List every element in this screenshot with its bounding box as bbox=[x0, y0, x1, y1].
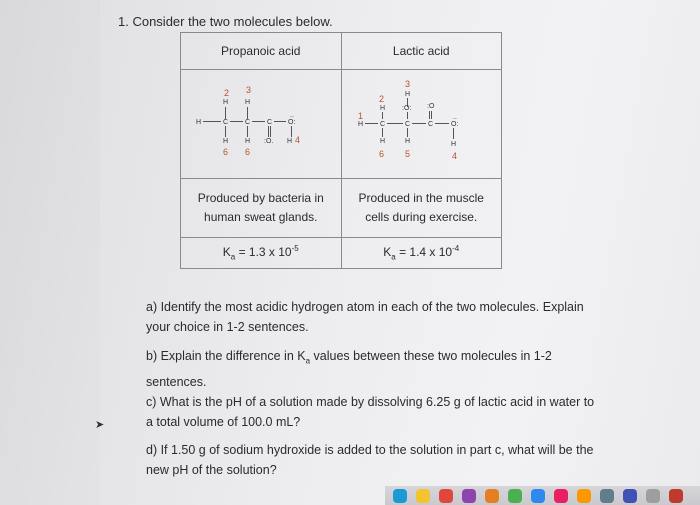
svg-text:6: 6 bbox=[222, 147, 228, 157]
svg-text:C: C bbox=[380, 121, 386, 128]
dock-app-icon[interactable] bbox=[646, 489, 660, 503]
propanoic-acid-description bbox=[181, 179, 342, 238]
question-title: 1. Consider the two molecules below. bbox=[118, 14, 333, 29]
svg-text:6: 6 bbox=[244, 147, 250, 157]
ka-subscript: a bbox=[391, 252, 396, 262]
mouse-cursor-icon: ➤ bbox=[95, 419, 105, 431]
header-lactic-acid: Lactic acid bbox=[341, 33, 502, 70]
svg-text:2: 2 bbox=[379, 94, 385, 104]
question-b-start: b) Explain the difference in K bbox=[146, 349, 306, 363]
ka-symbol: K bbox=[383, 245, 392, 260]
question-a: a) Identify the most acidic hydrogen atom in each of the two molecules. Explain your choice in 1-2 sentences. bbox=[146, 300, 584, 334]
dock-app-icon[interactable] bbox=[554, 489, 568, 503]
question-d: d) If 1.50 g of sodium hydroxide is added to the solution in part c, what will be the new pH of the solution? bbox=[146, 443, 594, 477]
header-propanoic-acid: Propanoic acid bbox=[181, 33, 342, 70]
lactic-description-line-1: Produced in the muscle bbox=[358, 191, 484, 205]
svg-text::O:: :O: bbox=[402, 105, 412, 112]
svg-text:C: C bbox=[266, 119, 272, 126]
svg-text:C: C bbox=[405, 121, 411, 128]
question-b bbox=[146, 346, 596, 392]
ka-subscript: a bbox=[230, 252, 236, 262]
propanoic-acid-structure bbox=[181, 70, 342, 179]
svg-text:H: H bbox=[244, 138, 250, 145]
svg-text::O.: :O. bbox=[263, 138, 274, 145]
svg-text:..: .. bbox=[289, 112, 294, 119]
svg-text:C: C bbox=[222, 119, 228, 126]
svg-text:H: H bbox=[380, 138, 386, 145]
dock-app-icon[interactable] bbox=[416, 489, 430, 503]
svg-text:H: H bbox=[222, 99, 228, 106]
ka-value: = 1.4 x 10 bbox=[395, 245, 453, 260]
ka-exponent: -5 bbox=[291, 244, 299, 254]
svg-text:..: .. bbox=[453, 114, 458, 121]
propanoic-description-line-2: human sweat glands. bbox=[204, 210, 318, 224]
dock-app-icon[interactable] bbox=[531, 489, 545, 503]
svg-text:H: H bbox=[405, 91, 411, 98]
dock-app-icon[interactable] bbox=[439, 489, 453, 503]
svg-text:H: H bbox=[380, 105, 386, 112]
propanoic-description-line-1: Produced by bacteria in bbox=[197, 191, 324, 205]
svg-text:H: H bbox=[405, 138, 411, 145]
dock-app-icon[interactable] bbox=[485, 489, 499, 503]
question-c: c) What is the pH of a solution made by dissolving 6.25 g of lactic acid in water to a total volume of 100.0 mL? bbox=[146, 395, 595, 429]
dock-app-icon[interactable] bbox=[508, 489, 522, 503]
svg-text:C: C bbox=[428, 121, 434, 128]
svg-text:H: H bbox=[195, 119, 201, 126]
svg-text:H: H bbox=[451, 141, 457, 148]
svg-text:O:: O: bbox=[451, 121, 459, 128]
svg-text:1: 1 bbox=[358, 111, 364, 121]
svg-text:4: 4 bbox=[294, 135, 300, 145]
ka-symbol: K bbox=[222, 245, 231, 260]
dock-app-icon[interactable] bbox=[462, 489, 476, 503]
dock-app-icon[interactable] bbox=[623, 489, 637, 503]
lactic-acid-description bbox=[341, 179, 502, 238]
svg-text:H: H bbox=[358, 121, 364, 128]
svg-text:H: H bbox=[244, 99, 250, 106]
svg-text:O:: O: bbox=[287, 119, 296, 126]
ka-exponent: -4 bbox=[452, 244, 460, 254]
lactic-acid-structure bbox=[341, 70, 502, 179]
svg-text:3: 3 bbox=[405, 79, 411, 89]
svg-text:3: 3 bbox=[245, 85, 251, 95]
question-b-subscript: a bbox=[305, 356, 311, 366]
svg-text:H: H bbox=[286, 138, 292, 145]
svg-text:5: 5 bbox=[405, 149, 411, 159]
svg-text:H: H bbox=[222, 138, 228, 145]
ka-value: = 1.3 x 10 bbox=[235, 245, 292, 260]
propanoic-acid-ka bbox=[181, 238, 342, 269]
dock-app-icon[interactable] bbox=[393, 489, 407, 503]
dock-app-icon[interactable] bbox=[600, 489, 614, 503]
svg-text:2: 2 bbox=[223, 88, 229, 98]
lactic-description-line-2: cells during exercise. bbox=[365, 210, 478, 224]
dock-app-icon[interactable] bbox=[577, 489, 591, 503]
svg-text::O: :O bbox=[427, 103, 435, 110]
lactic-acid-ka bbox=[341, 238, 502, 269]
molecule-table bbox=[180, 32, 502, 269]
propanoic-acid-structure-drawing bbox=[186, 79, 336, 169]
svg-text:4: 4 bbox=[452, 151, 458, 161]
question-b-end: values between these two molecules in 1-2 sentences. bbox=[146, 349, 552, 389]
dock-bar bbox=[385, 486, 700, 505]
svg-text:6: 6 bbox=[379, 149, 385, 159]
svg-text:C: C bbox=[244, 119, 250, 126]
lactic-acid-structure-drawing bbox=[346, 79, 496, 169]
dock-app-icon[interactable] bbox=[669, 489, 683, 503]
